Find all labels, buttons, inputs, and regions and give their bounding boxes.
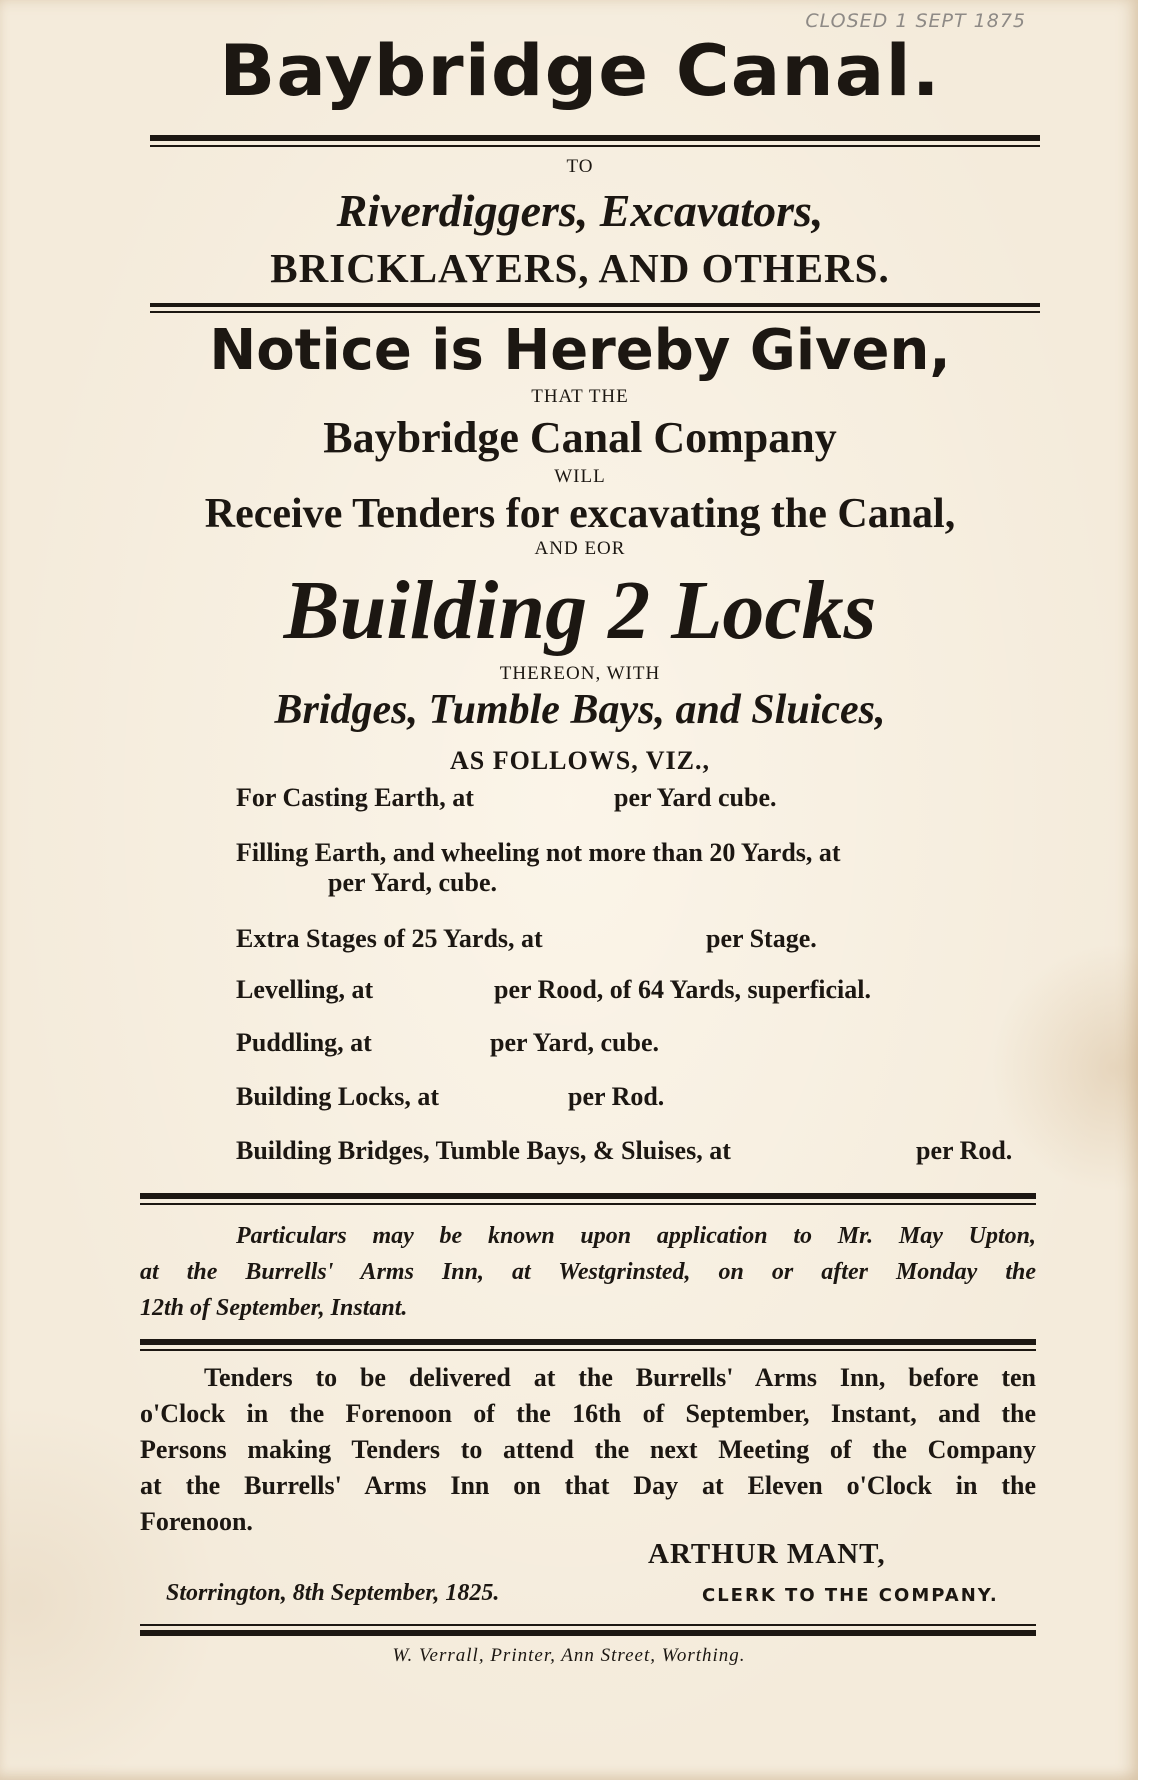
printer-credit: W. Verrall, Printer, Ann Street, Worthing. <box>392 1645 746 1666</box>
will-label: WILL <box>554 466 606 487</box>
tenders-line: Persons making Tenders to attend the next Meeting of the Company <box>140 1435 1036 1464</box>
poster-title: Baybridge Canal. <box>219 30 941 112</box>
list-item: Building Locks, at <box>236 1082 440 1111</box>
tenders-line: o'Clock in the Forenoon of the 16th of September, Instant, and the <box>140 1399 1036 1428</box>
rule-addressees-thin <box>150 311 1040 313</box>
particulars-line: at the Burrells' Arms Inn, at Westgrinsted, on or after Monday the <box>140 1259 1036 1285</box>
bridges-heading: Bridges, Tumble Bays, and Sluices, <box>274 687 886 733</box>
list-item: Levelling, at <box>236 975 374 1004</box>
item-task: For Casting Earth, at <box>236 783 474 812</box>
list-item: Extra Stages of 25 Yards, at <box>236 924 543 953</box>
rule-title-thin <box>150 145 1040 147</box>
addressees-caps: BRICKLAYERS, AND OTHERS. <box>270 245 890 291</box>
list-item-rate: per Stage. <box>706 924 817 953</box>
rule-particulars-thin <box>140 1349 1036 1351</box>
building-locks-heading: Building 2 Locks <box>283 564 877 657</box>
as-follows-label: AS FOLLOWS, VIZ., <box>450 746 710 775</box>
rule-addressees-thick <box>150 303 1040 307</box>
handwritten-annotation: CLOSED 1 SEPT 1875 <box>805 10 1026 32</box>
signatory-name: ARTHUR MANT, <box>648 1538 886 1570</box>
list-item <box>236 783 474 813</box>
tenders-line: Forenoon. <box>140 1507 253 1536</box>
particulars-line: 12th of September, Instant. <box>140 1295 408 1321</box>
list-item-rate: per Yard, cube. <box>490 1028 659 1057</box>
list-item: Puddling, at <box>236 1028 372 1057</box>
list-item-rate: per Rod. <box>916 1136 1013 1165</box>
thereon-label: THEREON, WITH <box>499 663 661 684</box>
rule-items-thin <box>140 1203 1036 1205</box>
rule-footer-thick <box>140 1630 1036 1636</box>
clerk-title: CLERK TO THE COMPANY. <box>702 1585 999 1606</box>
rule-footer-thin <box>140 1624 1036 1626</box>
dateline: Storrington, 8th September, 1825. <box>166 1580 500 1606</box>
list-item-rate: per Yard, cube. <box>328 868 497 897</box>
rule-particulars-thick <box>140 1339 1036 1345</box>
receive-tenders-line: Receive Tenders for excavating the Canal, <box>204 491 956 537</box>
particulars-line: Particulars may be known upon application to Mr. May Upton, <box>236 1223 1036 1249</box>
list-item: Filling Earth, and wheeling not more than 20 Yards, at <box>236 838 841 867</box>
and-for-label: AND EOR <box>534 538 626 559</box>
tenders-line: at the Burrells' Arms Inn on that Day at Eleven o'Clock in the <box>140 1471 1036 1500</box>
tenders-line: Tenders to be delivered at the Burrells' Arms Inn, before ten <box>204 1363 1036 1392</box>
list-item-rate: per Yard cube. <box>614 783 777 812</box>
company-name: Baybridge Canal Company <box>323 413 837 462</box>
notice-heading: Notice is Hereby Given, <box>209 318 951 383</box>
list-item-rate: per Rod. <box>568 1082 665 1111</box>
rule-items-thick <box>140 1193 1036 1199</box>
addressees-italic: Riverdiggers, Excavators, <box>336 185 824 236</box>
list-item-rate: per Rood, of 64 Yards, superficial. <box>494 975 871 1004</box>
list-item: Building Bridges, Tumble Bays, & Sluises, at <box>236 1136 731 1165</box>
rule-title-thick <box>150 135 1040 141</box>
to-label: TO <box>566 156 594 177</box>
that-the-label: THAT THE <box>531 386 629 407</box>
